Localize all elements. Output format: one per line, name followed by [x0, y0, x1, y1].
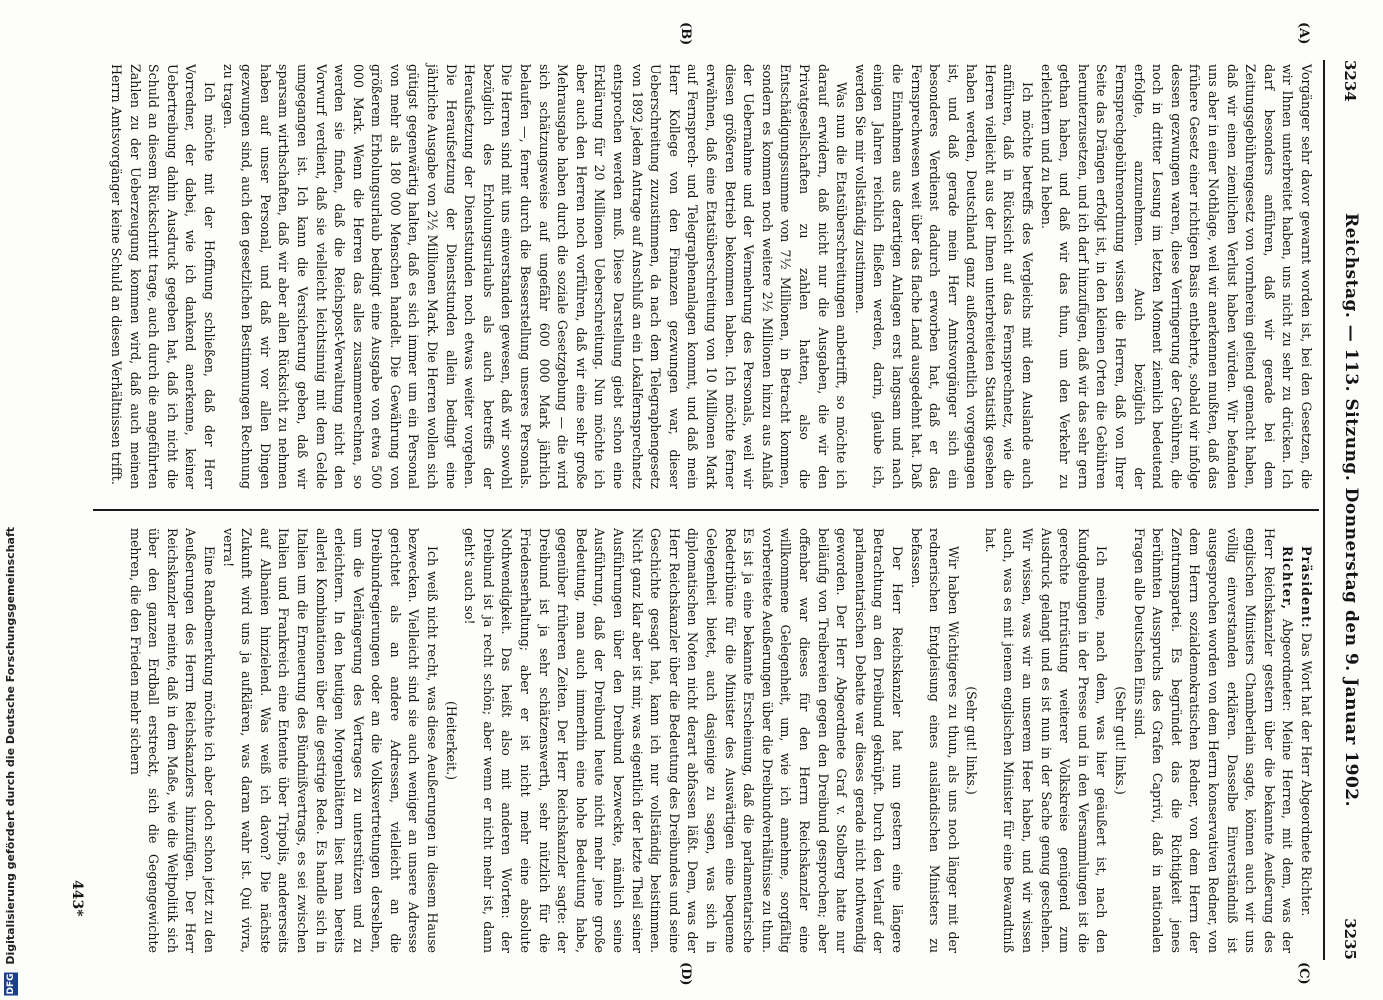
- dfg-logo: DFG: [6, 973, 16, 995]
- paragraph: Wir haben Wichtigeres zu thun, als uns noch länger mit der rednerischen Entgleisung eines ausländischen Ministers zu befassen.: [908, 528, 961, 953]
- paragraph: Der Herr Reichskanzler hat nun gestern eine längere Betrachtung an den Dreibund geknüpft. Durch den Verlauf der parlamentarischen Debatte war dieses gerade nicht nothwendig geworden. Der Herr Abgeordnete Graf v. Stolberg hatte nur beiläufig von Treibereien gegen den Dreibund gesprochen; aber offenbar war dieses für den Herrn Reichskanzler eine willkommene Gelegenheit, um, wie ich annehme, sorgfältig vorbereitete Aeußerungen über die Dreibundverhältnisse zu thun. Es ist ja eine bekannte Erscheinung, daß die parlamentarische Redetribüne für die Minister des Auswärtigen eine bequeme Gelegenheit bietet, auch dasjenige zu sagen, was sich in diplomatischen Noten nicht derart abfassen läßt. Dem, was der Herr Reichskanzler über die Bedeutung des Dreibundes und seine Geschichte gesagt hat, kann ich nur vollständig beistimmen. Nicht ganz klar aber ist mir, was eigentlich der letzte Theil seiner Ausführungen über den Dreibund bezweckte, nämlich seine Ausführung, daß der Dreibund heute nicht mehr jene große Bedeutung, man auch immerhin eine hohe Bedeutung habe, gegenüber früheren Zeiten. Der Herr Reichskanzler sagte: der Dreibund ist ja sehr schätzenswerth, sehr nützlich für die Friedenserhaltung; aber er ist nicht mehr eine absolute Nothwendigkeit. Das heißt also mit anderen Worten: der Dreibund ist ja recht schön; aber wenn er nicht mehr ist, dann geht's auch so!: [462, 528, 905, 953]
- president-paragraph: [1296, 528, 1315, 953]
- paragraph: Ich meine, nach dem, was hier geäußert ist, nach den Kundgebungen in der Presse und in den Versammlungen ist die gerechte Entrüstung weiterer Volkskreise genügend zum Ausdruck gelangt und es ist nun in der Sache genug geschehen. Wir wissen, was wir an unserem Heer haben, und wir wissen auch, was es mit jenem englischen Minister für eine Bewandtniß hat.: [982, 528, 1110, 953]
- richter-text: Abgeordneter: Meine Herren, mit dem, was der Herr Reichskanzler gestern über die bekannte Aeußerung des englischen Ministers Chamberlain sagte, können auch wir uns völlig einverstanden erklären. Dasselbe Einverständniß ist ausgesprochen worden von dem Herrn konservativen Redner, von dem Herrn sozialdemokratischen Redner, von dem Herrn der Zentrumspartei. Es begründet das die Richtigkeit jenes berühmten Ausspruchs des Grafen Caprivi, daß in nationalen Fragen alle Deutschen Eins sind.: [1131, 528, 1296, 953]
- column-divider: [93, 509, 1319, 511]
- interjection: (Heiterkeit.): [443, 701, 459, 780]
- header-rule: [1323, 60, 1325, 960]
- speaker-president: Präsident:: [1299, 546, 1314, 629]
- margin-marker-a: (A): [1296, 22, 1311, 45]
- speaker-richter: Richter,: [1280, 546, 1296, 611]
- paragraph: Eine Randbemerkung möchte ich aber doch schon jetzt zu den Aeußerungen des Herrn Reichskanzlers hinzufügen. Der Herr Reichskanzler meinte, daß in dem Maße, wie die Weltpolitik sich über den ganzen Erdball erstreckt, sich die Gegengewichte mehren, die den Frieden mehr sichern: [127, 528, 217, 953]
- page-number-left: 3234: [1341, 60, 1359, 102]
- margin-marker-d: (D): [678, 962, 693, 986]
- paragraph: Vorgänger sehr davor gewarnt worden ist, bei den Gesetzen, die wir Ihnen unterbreitet haben, uns nicht zu sehr zu drücken. Ich darf besonders anführen, daß wir gerade bei dem Zeitungsgebührengesetz von vornherein geltend gemacht haben, daß wir einen ziemlichen Verlust haben würden. Wir befanden uns aber in einer Nothlage, weil wir anerkennen mußten, daß das frühere Gesetz einer richtigen Basis entbehrte, sobald wir infolge dessen gezwungen waren, diese Verringerung der Gebühren, die noch in dritter Lesung im letzten Moment ziemlich bedeutend erfolgte, anzunehmen. Auch bezüglich der Fernsprechgebührenordnung wissen die Herren, daß von Ihrer Seite das Drängen erfolgt ist, in den kleinen Orten die Gebühren herunterzusetzen, und ich darf hinzufügen, daß wir das sehr gern gethan haben, und daß wir das thun, um den Verkehr zu erleichtern und zu heben.: [1038, 64, 1314, 489]
- margin-marker-b: (B): [678, 22, 693, 46]
- digitization-credit: [4, 527, 18, 996]
- interjection: (Sehr gut! links.): [964, 686, 980, 795]
- president-text: Das Wort hat der Herr Abgeordnete Richter.: [1299, 632, 1314, 917]
- margin-marker-c: (C): [1296, 962, 1311, 985]
- paragraph: Ich möchte betreffs des Vergleichs mit dem Auslande auch anführen, daß in Rücksicht auf das Fernsprechnetz, wie die Herren vielleicht aus der Ihnen unterbreiteten Statistik gesehen haben werden, Deutschland ganz außerordentlich vorgegangen ist, und daß gerade mein Herr Amtsvorgänger sich ein besonderes Verdienst dadurch erworben hat, daß er das Fernsprechwesen weit über das flache Land ausgedehnt hat. Daß die Einnahmen aus derartigen Anlagen erst langsam und nach einigen Jahren reichlich fließen werden, darin, glaube ich, werden Sie mir vollständig zustimmen.: [852, 64, 1036, 489]
- richter-paragraph: [1129, 528, 1296, 953]
- interjection: (Sehr gut! links.): [1113, 686, 1129, 795]
- page-signature: 443*: [69, 880, 85, 917]
- page-header: [1333, 60, 1365, 960]
- running-head: Reichstag. — 113. Sitzung. Donnerstag den 9. Januar 1902.: [1341, 212, 1361, 808]
- paragraph: Ich möchte mit der Hoffnung schließen, daß der Herr Vorredner, der dabei, wie ich dankend anerkenne, keiner Uebertreibung dahin Ausdruck gegeben hat, daß ich nicht die Schuld an diesem Rückschritt trage, auch durch die angeführten Zahlen zu der Ueberzeugung kommen wird, daß auch meinen Herrn Amtsvorgänger keine Schuld an diesen Verhältnissen trifft.: [109, 64, 217, 489]
- paragraph: Was nun die Etatsüberschreitungen anbetrifft, so möchte ich darauf erwidern, daß nicht nur die Ausgaben, die wir den Privatgesellschaften zu zahlen hatten, also die Entschädigungssumme von 7½ Millionen, in Betracht kommen, sondern es kommen noch weitere 2½ Millionen hinzu aus Anlaß der Uebernahme und der Vermehrung des Personals, weil wir diesen größeren Betrieb bekommen haben. Ich möchte ferner erwähnen, daß eine Etatsüberschreitung von 10 Millionen Mark auf Fernsprech- und Telegraphenanlagen kommt, und daß mein Herr Kollege von den Finanzen gezwungen war, dieser Ueberschreitung zuzustimmen, da nach dem Telegraphengesetz von 1892 jedem Antrage auf Anschluß an ein Lokalfernsprechnetz entsprochen werden muß. Diese Darstellung giebt schon eine Erklärung für 20 Millionen Ueberschreitung. Nun möchte ich aber auch den Herren noch vorführen, daß wir eine sehr große Mehrausgabe haben durch die soziale Gesetzgebung — die wird sich schätzungsweise auf ungefähr 600 000 Mark jährlich belaufen —, ferner durch die Besserstellung unseres Personals. Die Herren sind mit uns einverstanden gewesen, daß wir sowohl bezüglich des Erholungsurlaubs als auch betreffs der Heraufsetzung der Dienststunden noch etwas weiter vorgehen. Die Heraufsetzung der Dienststunden allein bedingt eine jährliche Ausgabe von 2½ Millionen Mark. Die Herren wollen sich gütigst gegenwärtig halten, daß es sich immer um ein Personal von mehr als 180 000 Menschen handelt. Die Gewährung von größerem Erholungsurlaub bedingt eine Ausgabe von etwa 500 000 Mark. Wenn die Herren das alles zusammenrechnen, so werden sie finden, daß die Reichspost-Verwaltung nicht den Vorwurf verdient, daß sie vielleicht leichtsinnig mit dem Gelde umgegangen ist. Ich kann die Versicherung geben, daß wir sparsam wirthschaften, daß wir aber allen Rücksicht zu nehmen haben auf unser Personal, und daß wir vor allen Dingen gezwungen sind, auch den gesetzlichen Bestimmungen Rechnung zu tragen.: [220, 64, 850, 489]
- right-column: [125, 528, 1315, 953]
- paragraph: Ich weiß nicht recht, was diese Aeußerungen in diesem Hause bezwecken. Vielleicht sind sie auch weniger an unsere Adresse gerichtet als an andere Adressen, vielleicht an die Dreibundregierungen oder an die Volksvertretungen derselben, um die Verlängerung des Vertrages zu unterstützen und zu erleichtern. In den heutigen Morgenblättern liest man bereits allerlei Kombinationen über die gestrige Rede. Es handle sich in Italien um die Erneuerung des Bündnißvertrags, es sei zwischen Italien und Frankreich eine Entente über Tripolis, andererseits auf Albanien hinzielend. Was weiß ich davon? Die nächste Zukunft wird uns ja aufklären, was daran wahr ist. Qui vivra, verra!: [220, 528, 441, 953]
- credit-text: Digitalisierung gefördert durch die Deutsche Forschungsgemeinschaft: [4, 527, 17, 966]
- page-number-right: 3235: [1341, 918, 1359, 960]
- left-column: [106, 64, 1315, 489]
